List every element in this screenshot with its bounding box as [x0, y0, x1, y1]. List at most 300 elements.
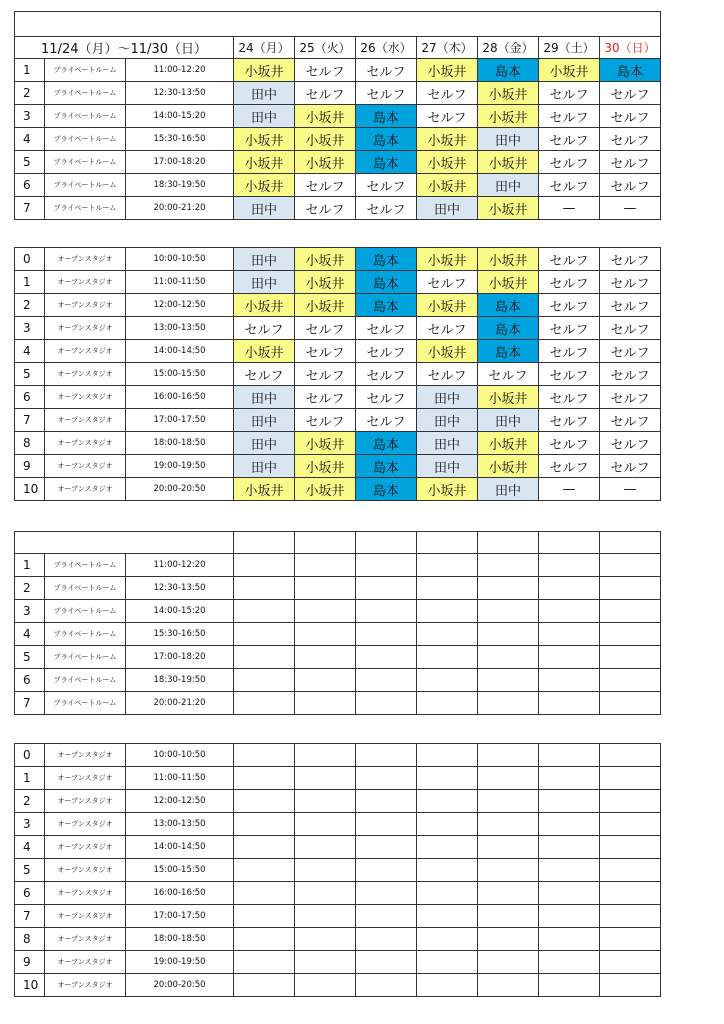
instructor-cell: セルフ: [600, 455, 661, 478]
schedule-row: [15, 928, 661, 951]
empty-cell: [295, 928, 356, 951]
room-type: プライベートルーム: [45, 174, 126, 197]
schedule-row: [15, 905, 661, 928]
instructor-cell: 田中: [478, 128, 539, 151]
schedule-row: [15, 692, 661, 715]
instructor-cell: 小坂井: [295, 455, 356, 478]
empty-cell: [417, 974, 478, 997]
instructor-cell: 田中: [234, 386, 295, 409]
empty-cell: [539, 554, 600, 577]
schedule-row: [15, 363, 661, 386]
empty-cell: [478, 692, 539, 715]
slot-number: 6: [15, 882, 45, 905]
slot-number: 7: [15, 409, 45, 432]
slot-number: 4: [15, 836, 45, 859]
blank-day-header: [478, 532, 539, 554]
empty-cell: [295, 600, 356, 623]
empty-cell: [234, 859, 295, 882]
instructor-cell: —: [539, 478, 600, 501]
room-type: プライベートルーム: [45, 554, 126, 577]
empty-cell: [356, 600, 417, 623]
empty-cell: [600, 600, 661, 623]
instructor-cell: 小坂井: [234, 59, 295, 82]
slot-number: 10: [15, 478, 45, 501]
empty-cell: [417, 600, 478, 623]
blank-schedule-private: [14, 531, 660, 715]
slot-number: 8: [15, 928, 45, 951]
empty-cell: [417, 646, 478, 669]
instructor-cell: 小坂井: [295, 128, 356, 151]
room-type: オープンスタジオ: [45, 294, 126, 317]
time-slot: 15:00-15:50: [126, 859, 234, 882]
instructor-cell: 小坂井: [295, 432, 356, 455]
empty-cell: [478, 767, 539, 790]
time-slot: 17:00-17:50: [126, 409, 234, 432]
empty-cell: [295, 882, 356, 905]
time-slot: 16:00-16:50: [126, 386, 234, 409]
day-header: 25（火）: [295, 37, 356, 59]
empty-cell: [234, 928, 295, 951]
instructor-cell: セルフ: [295, 386, 356, 409]
empty-cell: [234, 974, 295, 997]
time-slot: 14:00-15:20: [126, 600, 234, 623]
instructor-cell: —: [600, 197, 661, 220]
instructor-cell: 小坂井: [417, 478, 478, 501]
time-slot: 17:00-17:50: [126, 905, 234, 928]
empty-cell: [234, 813, 295, 836]
slot-number: 10: [15, 974, 45, 997]
week-schedule-private: [14, 11, 660, 220]
time-slot: 13:00-13:50: [126, 317, 234, 340]
room-type: オープンスタジオ: [45, 363, 126, 386]
empty-cell: [234, 836, 295, 859]
time-slot: 18:30-19:50: [126, 174, 234, 197]
empty-cell: [417, 623, 478, 646]
empty-cell: [600, 744, 661, 767]
week-date-range: 11/24（月）〜11/30（日）: [15, 37, 234, 59]
instructor-cell: 田中: [234, 197, 295, 220]
empty-cell: [234, 669, 295, 692]
instructor-cell: 小坂井: [478, 105, 539, 128]
instructor-cell: 小坂井: [295, 294, 356, 317]
empty-cell: [417, 928, 478, 951]
instructor-cell: 島本: [478, 294, 539, 317]
instructor-cell: セルフ: [539, 455, 600, 478]
blank-open-studio-table: [14, 743, 661, 997]
schedule-row: [15, 340, 661, 363]
slot-number: 5: [15, 646, 45, 669]
schedule-row: [15, 294, 661, 317]
instructor-cell: 小坂井: [417, 174, 478, 197]
empty-cell: [295, 859, 356, 882]
instructor-cell: セルフ: [539, 409, 600, 432]
empty-cell: [356, 744, 417, 767]
instructor-cell: 田中: [478, 478, 539, 501]
empty-cell: [600, 577, 661, 600]
schedule-row: [15, 455, 661, 478]
empty-cell: [234, 905, 295, 928]
time-slot: 12:00-12:50: [126, 790, 234, 813]
empty-cell: [600, 554, 661, 577]
room-type: オープンスタジオ: [45, 386, 126, 409]
schedule-row: [15, 128, 661, 151]
time-slot: 10:00-10:50: [126, 744, 234, 767]
instructor-cell: 小坂井: [295, 248, 356, 271]
empty-cell: [417, 577, 478, 600]
instructor-cell: セルフ: [356, 363, 417, 386]
instructor-cell: セルフ: [356, 197, 417, 220]
room-type: プライベートルーム: [45, 105, 126, 128]
schedule-row: [15, 577, 661, 600]
day-header-sunday: 30（日）: [600, 37, 661, 59]
blank-day-header: [295, 532, 356, 554]
empty-cell: [417, 744, 478, 767]
instructor-cell: セルフ: [417, 363, 478, 386]
empty-cell: [600, 669, 661, 692]
blank-private-room-table: [14, 531, 661, 715]
time-slot: 12:30-13:50: [126, 82, 234, 105]
empty-cell: [600, 813, 661, 836]
time-slot: 14:00-14:50: [126, 836, 234, 859]
instructor-cell: 島本: [356, 105, 417, 128]
empty-cell: [478, 928, 539, 951]
instructor-cell: セルフ: [356, 317, 417, 340]
room-type: オープンスタジオ: [45, 951, 126, 974]
instructor-cell: セルフ: [417, 271, 478, 294]
instructor-cell: セルフ: [295, 82, 356, 105]
room-type: オープンスタジオ: [45, 432, 126, 455]
instructor-cell: セルフ: [600, 248, 661, 271]
blank-day-header: [234, 532, 295, 554]
day-header: 24（月）: [234, 37, 295, 59]
instructor-cell: 田中: [417, 455, 478, 478]
empty-cell: [295, 905, 356, 928]
slot-number: 8: [15, 432, 45, 455]
schedule-row: [15, 646, 661, 669]
room-type: オープンスタジオ: [45, 974, 126, 997]
instructor-cell: 島本: [356, 455, 417, 478]
schedule-row: [15, 951, 661, 974]
instructor-cell: セルフ: [600, 386, 661, 409]
empty-cell: [356, 577, 417, 600]
slot-number: 1: [15, 554, 45, 577]
room-type: プライベートルーム: [45, 600, 126, 623]
schedule-row: [15, 859, 661, 882]
instructor-cell: 島本: [478, 340, 539, 363]
empty-cell: [539, 974, 600, 997]
empty-cell: [234, 951, 295, 974]
instructor-cell: 島本: [356, 478, 417, 501]
empty-cell: [539, 577, 600, 600]
empty-cell: [600, 882, 661, 905]
empty-cell: [600, 974, 661, 997]
instructor-cell: 小坂井: [295, 271, 356, 294]
instructor-cell: セルフ: [539, 294, 600, 317]
room-type: オープンスタジオ: [45, 409, 126, 432]
day-header: 29（土）: [539, 37, 600, 59]
schedule-row: [15, 271, 661, 294]
instructor-cell: 田中: [234, 409, 295, 432]
instructor-cell: 小坂井: [417, 294, 478, 317]
slot-number: 1: [15, 271, 45, 294]
slot-number: 2: [15, 790, 45, 813]
empty-cell: [600, 623, 661, 646]
instructor-cell: 小坂井: [417, 340, 478, 363]
empty-cell: [539, 928, 600, 951]
instructor-cell: 田中: [417, 197, 478, 220]
instructor-cell: 島本: [600, 59, 661, 82]
room-type: オープンスタジオ: [45, 859, 126, 882]
empty-cell: [478, 790, 539, 813]
empty-cell: [356, 928, 417, 951]
empty-cell: [295, 951, 356, 974]
slot-number: 0: [15, 744, 45, 767]
room-type: プライベートルーム: [45, 669, 126, 692]
empty-cell: [417, 669, 478, 692]
empty-cell: [478, 554, 539, 577]
instructor-cell: 小坂井: [478, 82, 539, 105]
empty-cell: [417, 813, 478, 836]
schedule-row: [15, 744, 661, 767]
empty-cell: [600, 836, 661, 859]
empty-cell: [417, 905, 478, 928]
empty-cell: [356, 882, 417, 905]
schedule-row: [15, 409, 661, 432]
instructor-cell: 小坂井: [234, 294, 295, 317]
instructor-cell: セルフ: [539, 340, 600, 363]
title-row: [15, 12, 661, 37]
empty-cell: [234, 882, 295, 905]
slot-number: 2: [15, 82, 45, 105]
time-slot: 15:00-15:50: [126, 363, 234, 386]
instructor-cell: セルフ: [478, 363, 539, 386]
instructor-cell: 小坂井: [234, 478, 295, 501]
empty-cell: [356, 813, 417, 836]
instructor-cell: 田中: [234, 432, 295, 455]
empty-cell: [478, 974, 539, 997]
room-type: オープンスタジオ: [45, 813, 126, 836]
empty-cell: [295, 836, 356, 859]
schedule-row: [15, 151, 661, 174]
instructor-cell: 小坂井: [417, 128, 478, 151]
empty-cell: [539, 692, 600, 715]
instructor-cell: 田中: [234, 455, 295, 478]
empty-cell: [234, 692, 295, 715]
time-slot: 18:00-18:50: [126, 432, 234, 455]
instructor-cell: セルフ: [600, 271, 661, 294]
instructor-cell: セルフ: [539, 248, 600, 271]
room-type: オープンスタジオ: [45, 317, 126, 340]
instructor-cell: セルフ: [539, 317, 600, 340]
instructor-cell: セルフ: [600, 128, 661, 151]
schedule-row: [15, 600, 661, 623]
slot-number: 7: [15, 905, 45, 928]
room-type: オープンスタジオ: [45, 767, 126, 790]
empty-cell: [295, 813, 356, 836]
empty-cell: [600, 905, 661, 928]
blank-date-range: [15, 532, 234, 554]
private-room-table: [14, 11, 661, 220]
empty-cell: [417, 951, 478, 974]
slot-number: 9: [15, 455, 45, 478]
instructor-cell: セルフ: [417, 317, 478, 340]
instructor-cell: 島本: [356, 294, 417, 317]
schedule-row: [15, 669, 661, 692]
slot-number: 7: [15, 692, 45, 715]
slot-number: 9: [15, 951, 45, 974]
time-slot: 11:00-12:20: [126, 59, 234, 82]
slot-number: 5: [15, 151, 45, 174]
schedule-row: [15, 813, 661, 836]
slot-number: 4: [15, 340, 45, 363]
slot-number: 6: [15, 174, 45, 197]
schedule-row: [15, 882, 661, 905]
empty-cell: [295, 646, 356, 669]
empty-cell: [478, 836, 539, 859]
instructor-cell: 田中: [417, 432, 478, 455]
instructor-cell: 田中: [234, 105, 295, 128]
empty-cell: [234, 600, 295, 623]
empty-cell: [478, 600, 539, 623]
instructor-cell: —: [539, 197, 600, 220]
schedule-row: [15, 386, 661, 409]
empty-cell: [539, 859, 600, 882]
empty-cell: [600, 790, 661, 813]
empty-cell: [356, 646, 417, 669]
empty-cell: [478, 813, 539, 836]
blank-schedule-open: [14, 743, 660, 997]
open-studio-table: [14, 247, 661, 501]
schedule-row: [15, 767, 661, 790]
instructor-cell: 小坂井: [417, 151, 478, 174]
empty-cell: [295, 767, 356, 790]
schedule-row: [15, 197, 661, 220]
empty-cell: [417, 836, 478, 859]
schedule-row: [15, 59, 661, 82]
instructor-cell: 小坂井: [478, 455, 539, 478]
instructor-cell: 田中: [478, 174, 539, 197]
slot-number: 1: [15, 767, 45, 790]
empty-cell: [478, 744, 539, 767]
empty-cell: [356, 767, 417, 790]
empty-cell: [356, 669, 417, 692]
time-slot: 12:00-12:50: [126, 294, 234, 317]
blank-day-header: [417, 532, 478, 554]
empty-cell: [295, 623, 356, 646]
time-slot: 14:00-14:50: [126, 340, 234, 363]
blank-day-header: [356, 532, 417, 554]
day-header: 28（金）: [478, 37, 539, 59]
instructor-cell: セルフ: [600, 363, 661, 386]
instructor-cell: セルフ: [356, 82, 417, 105]
empty-cell: [478, 951, 539, 974]
time-slot: 14:00-15:20: [126, 105, 234, 128]
instructor-cell: 小坂井: [478, 271, 539, 294]
empty-cell: [539, 951, 600, 974]
empty-cell: [539, 836, 600, 859]
instructor-cell: セルフ: [600, 409, 661, 432]
empty-cell: [417, 882, 478, 905]
instructor-cell: 小坂井: [234, 128, 295, 151]
room-type: オープンスタジオ: [45, 882, 126, 905]
empty-cell: [478, 646, 539, 669]
instructor-cell: セルフ: [600, 294, 661, 317]
time-slot: 15:30-16:50: [126, 128, 234, 151]
time-slot: 18:30-19:50: [126, 669, 234, 692]
time-slot: 19:00-19:50: [126, 455, 234, 478]
empty-cell: [295, 669, 356, 692]
instructor-cell: 田中: [234, 271, 295, 294]
schedule-row: [15, 554, 661, 577]
instructor-cell: 島本: [356, 432, 417, 455]
instructor-cell: セルフ: [295, 197, 356, 220]
time-slot: 11:00-11:50: [126, 271, 234, 294]
empty-cell: [600, 646, 661, 669]
empty-cell: [478, 882, 539, 905]
instructor-cell: 小坂井: [478, 432, 539, 455]
time-slot: 20:00-20:50: [126, 478, 234, 501]
instructor-cell: 小坂井: [417, 59, 478, 82]
instructor-cell: 小坂井: [478, 248, 539, 271]
instructor-cell: セルフ: [234, 317, 295, 340]
empty-cell: [539, 813, 600, 836]
instructor-cell: 小坂井: [478, 151, 539, 174]
empty-cell: [539, 767, 600, 790]
blank-day-header: [600, 532, 661, 554]
instructor-cell: 小坂井: [234, 340, 295, 363]
room-type: オープンスタジオ: [45, 455, 126, 478]
instructor-cell: セルフ: [295, 174, 356, 197]
empty-cell: [417, 692, 478, 715]
empty-cell: [478, 577, 539, 600]
instructor-cell: 小坂井: [234, 151, 295, 174]
instructor-cell: セルフ: [600, 432, 661, 455]
room-type: オープンスタジオ: [45, 744, 126, 767]
time-slot: 20:00-21:20: [126, 692, 234, 715]
instructor-cell: 田中: [478, 409, 539, 432]
instructor-cell: 小坂井: [295, 105, 356, 128]
instructor-cell: セルフ: [417, 105, 478, 128]
schedule-row: [15, 974, 661, 997]
empty-cell: [539, 905, 600, 928]
slot-number: 7: [15, 197, 45, 220]
instructor-cell: セルフ: [295, 59, 356, 82]
empty-cell: [539, 646, 600, 669]
blank-day-header: [539, 532, 600, 554]
empty-cell: [600, 951, 661, 974]
room-type: オープンスタジオ: [45, 928, 126, 951]
instructor-cell: 島本: [356, 271, 417, 294]
empty-cell: [295, 974, 356, 997]
empty-cell: [234, 790, 295, 813]
empty-cell: [356, 859, 417, 882]
empty-cell: [356, 951, 417, 974]
instructor-cell: 島本: [478, 317, 539, 340]
empty-cell: [478, 905, 539, 928]
schedule-row: [15, 432, 661, 455]
instructor-cell: セルフ: [356, 59, 417, 82]
instructor-cell: セルフ: [539, 432, 600, 455]
schedule-row: [15, 836, 661, 859]
instructor-cell: セルフ: [356, 174, 417, 197]
instructor-cell: セルフ: [539, 128, 600, 151]
empty-cell: [356, 692, 417, 715]
time-slot: 20:00-20:50: [126, 974, 234, 997]
time-slot: 12:30-13:50: [126, 577, 234, 600]
empty-cell: [356, 554, 417, 577]
instructor-cell: セルフ: [539, 363, 600, 386]
empty-cell: [600, 767, 661, 790]
